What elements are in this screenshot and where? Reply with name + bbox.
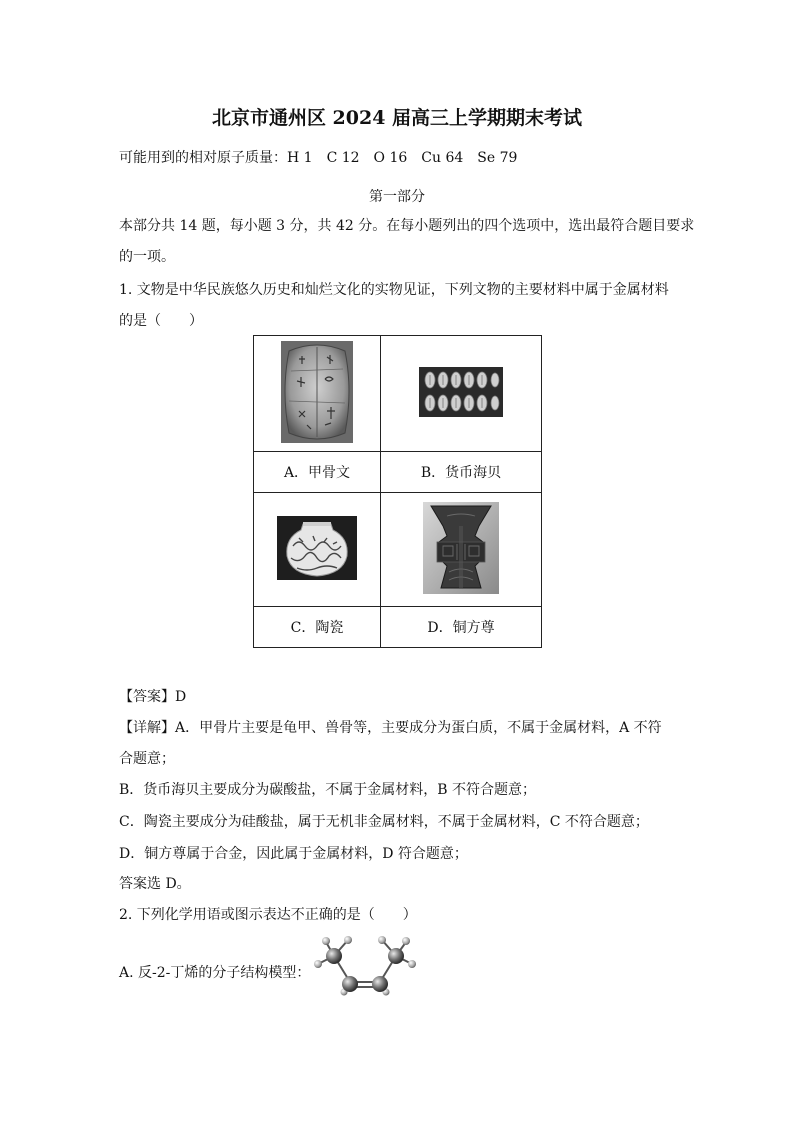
q2-stem: 2. 下列化学用语或图示表达不正确的是（ ） [119, 907, 417, 923]
instructions-line-1: 本部分共 14 题，每小题 3 分，共 42 分。在每小题列出的四个选项中，选出最符合题目要求 [119, 218, 695, 234]
q1-stem-line-1: 1. 文物是中华民族悠久历史和灿烂文化的实物见证，下列文物的主要材料中属于金属材料 [119, 282, 669, 298]
part-heading: 第一部分 [369, 189, 425, 205]
trans-2-butene-ball-stick-model [306, 932, 424, 996]
ceramic-jar-image [277, 516, 357, 580]
option-b-label: B．货币海贝 [381, 452, 542, 493]
option-a-image-cell [254, 336, 381, 452]
page-title: 北京市通州区 2024 届高三上学期期末考试 [211, 107, 583, 129]
option-c-image-cell [254, 493, 381, 607]
q1-answer: 【答案】D [119, 689, 187, 705]
atomic-masses: 可能用到的相对原子质量：H 1 C 12 O 16 Cu 64 Se 79 [119, 150, 518, 166]
option-a-label: A．甲骨文 [254, 452, 381, 493]
q1-explanation-line: 【详解】A．甲骨片主要是龟甲、兽骨等，主要成分为蛋白质，不属于金属材料，A 不符 [119, 720, 662, 736]
option-c-label: C．陶瓷 [254, 607, 381, 648]
option-d-label: D．铜方尊 [381, 607, 542, 648]
q1-explanation-line: D．铜方尊属于合金，因此属于金属材料，D 符合题意； [119, 846, 468, 862]
q1-explanation-line: 答案选 D。 [119, 876, 191, 892]
q1-explanation-line: 合题意； [119, 751, 175, 767]
option-b-image-cell [381, 336, 542, 452]
q1-explanation-line: B．货币海贝主要成分为碳酸盐，不属于金属材料，B 不符合题意； [119, 782, 537, 798]
q1-explanation-line: C．陶瓷主要成分为硅酸盐，属于无机非金属材料，不属于金属材料，C 不符合题意； [119, 814, 649, 830]
shell-money-image [419, 367, 503, 417]
bronze-zun-image [423, 502, 499, 594]
instructions-line-2: 的一项。 [119, 249, 175, 265]
oracle-bone-image [281, 341, 353, 443]
q2-option-a: A. 反-2-丁烯的分子结构模型： [119, 965, 311, 981]
q1-stem-line-2: 的是（ ） [119, 313, 203, 329]
option-d-image-cell [381, 493, 542, 607]
q1-options-table [253, 335, 542, 648]
